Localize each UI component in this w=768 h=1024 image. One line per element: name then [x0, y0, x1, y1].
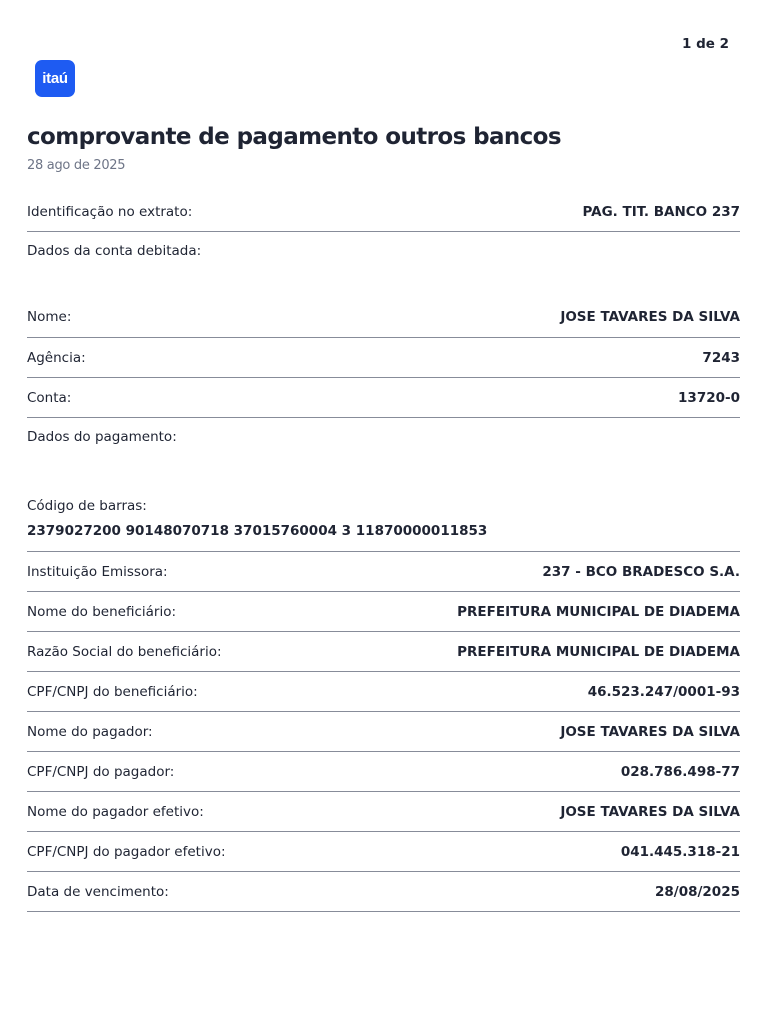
row-label: Instituição Emissora:: [27, 563, 168, 580]
row-conta: [27, 378, 740, 418]
row-instituicao: [27, 552, 740, 592]
row-vencimento: [27, 872, 740, 912]
row-value: 46.523.247/0001-93: [587, 683, 740, 700]
nome-label: Nome:: [27, 309, 72, 325]
itau-logo: [35, 60, 75, 97]
row-cpf-pagador: [27, 752, 740, 792]
receipt-details: [27, 192, 740, 912]
row-cpf-pagador-efetivo: [27, 832, 740, 872]
row-label: CPF/CNPJ do beneficiário:: [27, 683, 198, 700]
section-pagamento: [27, 418, 740, 552]
row-label: Nome do beneficiário:: [27, 603, 177, 620]
row-label: Nome do pagador:: [27, 723, 153, 740]
conta-debitada-heading: Dados da conta debitada:: [27, 243, 202, 259]
row-nome-beneficiario: [27, 592, 740, 632]
extrato-label: Identificação no extrato:: [27, 203, 193, 220]
agencia-label: Agência:: [27, 349, 86, 366]
agencia-value: 7243: [702, 349, 740, 366]
conta-value: 13720-0: [678, 389, 740, 406]
row-value: 041.445.318-21: [620, 843, 740, 860]
section-conta-debitada: [27, 232, 740, 338]
row-value: JOSE TAVARES DA SILVA: [560, 803, 740, 820]
pagamento-heading: Dados do pagamento:: [27, 429, 177, 445]
row-value: 28/08/2025: [654, 883, 740, 900]
row-label: Data de vencimento:: [27, 883, 169, 900]
row-agencia: [27, 338, 740, 378]
row-label: CPF/CNPJ do pagador efetivo:: [27, 843, 226, 860]
barcode-value: 2379027200 90148070718 37015760004 3 11870000011853: [27, 523, 488, 539]
row-value: 237 - BCO BRADESCO S.A.: [542, 563, 740, 580]
page-indicator: 1 de 2: [681, 36, 729, 52]
row-value: JOSE TAVARES DA SILVA: [560, 723, 740, 740]
row-nome: [27, 297, 740, 338]
row-nome-pagador-efetivo: [27, 792, 740, 832]
extrato-value: PAG. TIT. BANCO 237: [582, 203, 740, 220]
row-label: Nome do pagador efetivo:: [27, 803, 204, 820]
nome-value: JOSE TAVARES DA SILVA: [560, 309, 740, 325]
row-razao-social: [27, 632, 740, 672]
row-value: PREFEITURA MUNICIPAL DE DIADEMA: [457, 643, 740, 660]
logo-text: itaú: [42, 70, 68, 87]
row-value: 028.786.498-77: [620, 763, 740, 780]
conta-label: Conta:: [27, 389, 72, 406]
barcode-block: [27, 498, 740, 552]
row-label: Razão Social do beneficiário:: [27, 643, 222, 660]
barcode-label: Código de barras:: [27, 498, 147, 514]
row-value: PREFEITURA MUNICIPAL DE DIADEMA: [457, 603, 740, 620]
row-nome-pagador: [27, 712, 740, 752]
receipt-date: 28 ago de 2025: [27, 158, 126, 173]
row-cnpj-beneficiario: [27, 672, 740, 712]
row-extrato: [27, 192, 740, 232]
row-label: CPF/CNPJ do pagador:: [27, 763, 175, 780]
page-title: comprovante de pagamento outros bancos: [27, 124, 561, 150]
